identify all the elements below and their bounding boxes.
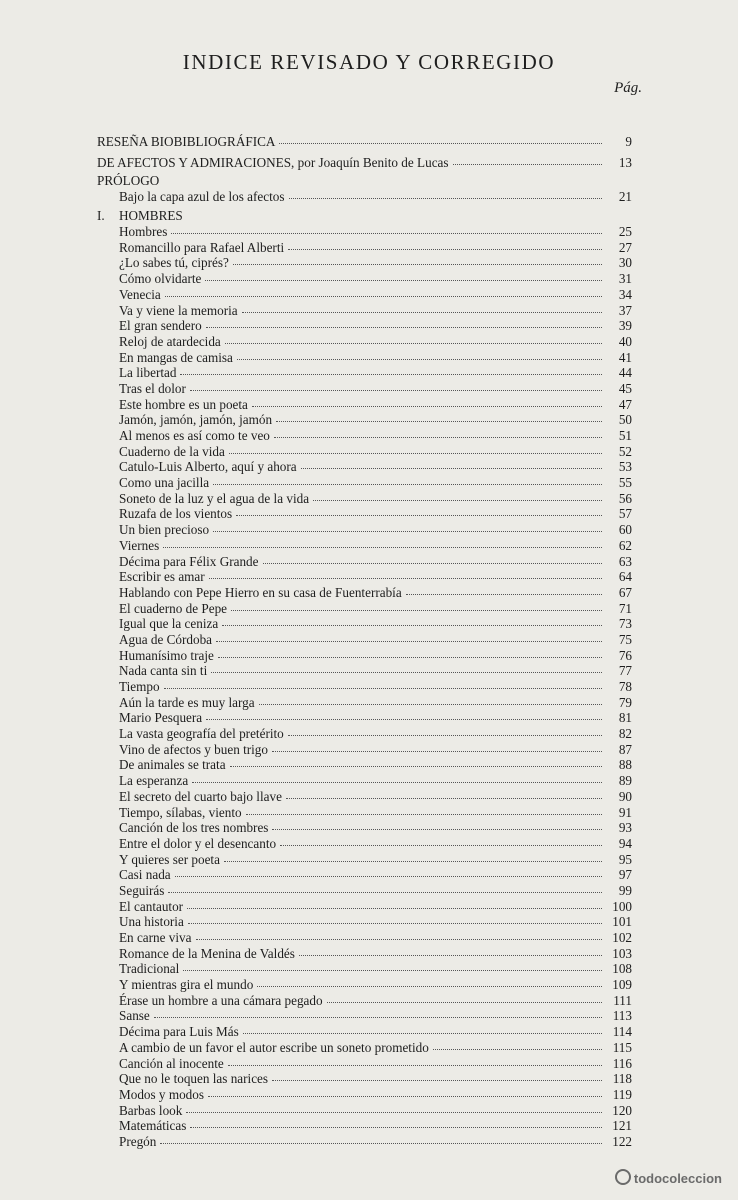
leader-dots: [196, 938, 603, 940]
toc-entry: [97, 365, 632, 381]
leader-dots: [213, 530, 602, 532]
toc-entry: [97, 789, 632, 805]
leader-dots: [206, 326, 602, 328]
toc-entry-title: Y mientras gira el mundo: [119, 977, 254, 993]
leader-dots: [242, 311, 602, 313]
leader-dots: [188, 922, 602, 924]
toc-entry: [97, 977, 632, 993]
leader-dots: [236, 514, 602, 516]
toc-entry-page: 82: [618, 726, 632, 742]
toc-entry-title: Igual que la ceniza: [119, 616, 219, 632]
toc-entry-title: Hablando con Pepe Hierro en su casa de Fuenterrabía: [119, 584, 402, 600]
toc-entry-page: 114: [612, 1024, 632, 1040]
leader-dots: [213, 483, 602, 485]
toc-entry-page: 99: [618, 882, 632, 898]
leader-dots: [272, 828, 602, 830]
toc-entry-title: Mario Pesquera: [119, 710, 203, 726]
toc-entry-title: Cómo olvidarte: [119, 271, 202, 287]
toc-entry-page: 120: [612, 1102, 632, 1118]
toc-entry-title: La esperanza: [119, 773, 189, 789]
toc-entry-title: Tiempo, sílabas, viento: [119, 804, 242, 820]
leader-dots: [206, 718, 602, 720]
page-column-label: Pág.: [614, 80, 642, 96]
leader-dots: [313, 499, 602, 501]
toc-entry-page: 90: [618, 788, 632, 804]
toc-entry: [97, 679, 632, 695]
toc-entry: [97, 961, 632, 977]
toc-entry-title: Nada canta sin ti: [119, 663, 208, 679]
toc-entry-title: Seguirás: [119, 882, 165, 898]
toc-entry-page: 78: [618, 679, 632, 694]
toc-entry-page: 71: [618, 600, 632, 616]
toc-entry-title: Reloj de atardecida: [119, 333, 221, 349]
toc-entry-title: Pregón: [119, 1133, 157, 1149]
toc-entry-page: 31: [618, 271, 632, 287]
toc-entry: [97, 616, 632, 632]
toc-entry-page: 108: [612, 961, 632, 977]
leader-dots: [252, 405, 602, 407]
toc-entry-page: 56: [618, 490, 632, 506]
toc-entry-title: Este hombre es un poeta: [119, 396, 248, 412]
table-of-contents: [97, 131, 632, 1150]
toc-entry-title: Cuaderno de la vida: [119, 443, 225, 459]
toc-entry-title: Vino de afectos y buen trigo: [119, 741, 268, 757]
leader-dots: [175, 875, 602, 877]
toc-entry: [97, 585, 632, 601]
toc-entry-title: RESEÑA BIOBIBLIOGRÁFICA: [97, 134, 276, 149]
toc-entry-page: 97: [618, 867, 632, 883]
toc-entry: [97, 397, 632, 413]
leader-dots: [218, 656, 602, 658]
toc-entry-title: Jamón, jamón, jamón, jamón: [119, 412, 273, 428]
toc-entry: [97, 538, 632, 554]
toc-entry: [97, 663, 632, 679]
toc-entry: [97, 131, 632, 152]
toc-entry-title: Romancillo para Rafael Alberti: [119, 239, 285, 255]
toc-entry-title: Hombres: [119, 224, 168, 240]
toc-entry-title: Bajo la capa azul de los afectos: [119, 188, 285, 204]
toc-entry: [97, 152, 632, 173]
toc-entry-title: Venecia: [119, 286, 161, 302]
toc-entry: [97, 805, 632, 821]
toc-entry: [97, 208, 632, 224]
toc-entry: [97, 1056, 632, 1072]
toc-entry-page: 34: [618, 286, 632, 302]
toc-entry: [97, 459, 632, 475]
leader-dots: [288, 734, 602, 736]
toc-entry-page: 62: [618, 537, 632, 553]
toc-entry-title: Viernes: [119, 537, 160, 553]
toc-entry: [97, 522, 632, 538]
watermark: [615, 1169, 722, 1186]
toc-entry-title: El secreto del cuarto bajo llave: [119, 788, 282, 804]
toc-entry: [97, 1103, 632, 1119]
toc-entry-page: 119: [612, 1086, 632, 1102]
toc-entry: [97, 1008, 632, 1024]
toc-entry-page: 53: [618, 459, 632, 475]
toc-entry: [97, 993, 632, 1009]
leader-dots: [259, 703, 602, 705]
toc-entry: [97, 173, 632, 189]
toc-entry: [97, 883, 632, 899]
toc-entry-page: 63: [618, 553, 632, 569]
toc-entry: [97, 271, 632, 287]
toc-entry: [97, 632, 632, 648]
toc-entry-page: 57: [618, 506, 632, 522]
toc-entry-title: Escribir es amar: [119, 569, 205, 585]
leader-dots: [222, 624, 602, 626]
toc-entry-title: Canción al inocente: [119, 1055, 224, 1071]
toc-entry: [97, 1087, 632, 1103]
leader-dots: [225, 342, 602, 344]
toc-entry-title: HOMBRES: [119, 208, 183, 224]
toc-entry: [97, 1071, 632, 1087]
toc-entry-title: Entre el dolor y el desencanto: [119, 835, 277, 851]
leader-dots: [168, 891, 602, 893]
leader-dots: [205, 279, 602, 281]
section-number: I.: [97, 208, 105, 224]
watermark-logo-icon: [615, 1169, 631, 1185]
toc-entry-page: 51: [618, 428, 632, 443]
leader-dots: [289, 197, 602, 199]
toc-entry: [97, 867, 632, 883]
toc-entry-page: 81: [618, 710, 632, 726]
leader-dots: [299, 954, 602, 956]
leader-dots: [263, 562, 602, 564]
toc-entry-page: 111: [613, 992, 632, 1008]
toc-entry-page: 101: [612, 914, 632, 930]
toc-entry: [97, 224, 632, 240]
toc-entry-title: El cantautor: [119, 898, 184, 914]
toc-entry: [97, 601, 632, 617]
toc-entry-title: El gran sendero: [119, 318, 202, 334]
toc-entry-page: 45: [618, 380, 632, 396]
leader-dots: [274, 436, 602, 438]
leader-dots: [453, 163, 602, 165]
toc-entry: [97, 899, 632, 915]
toc-entry: [97, 820, 632, 836]
toc-entry: [97, 350, 632, 366]
toc-entry-page: 103: [612, 945, 632, 961]
toc-entry-page: 50: [618, 412, 632, 428]
toc-entry: [97, 742, 632, 758]
leader-dots: [301, 467, 602, 469]
toc-entry: [97, 757, 632, 773]
leader-dots: [171, 232, 602, 234]
toc-entry: [97, 930, 632, 946]
toc-entry-page: 67: [618, 584, 632, 600]
toc-entry: [97, 189, 632, 205]
toc-entry-page: 21: [618, 188, 632, 204]
toc-entry-page: 102: [612, 930, 632, 945]
toc-entry-title: DE AFECTOS Y ADMIRACIONES, por Joaquín Benito de Lucas: [97, 155, 449, 170]
toc-entry-page: 113: [612, 1008, 632, 1024]
toc-entry-title: Décima para Félix Grande: [119, 553, 259, 569]
toc-entry-page: 9: [625, 134, 632, 149]
toc-entry: [97, 710, 632, 726]
toc-entry-page: 75: [618, 631, 632, 647]
toc-entry: [97, 412, 632, 428]
toc-entry-title: Y quieres ser poeta: [119, 851, 220, 867]
toc-entry: [97, 1024, 632, 1040]
leader-dots: [229, 452, 602, 454]
leader-dots: [211, 671, 602, 673]
toc-entry-title: Décima para Luis Más: [119, 1024, 239, 1040]
toc-entry: [97, 569, 632, 585]
toc-entry-title: Tradicional: [119, 961, 180, 977]
leader-dots: [279, 142, 602, 144]
toc-entry-page: 79: [618, 694, 632, 710]
leader-dots: [180, 373, 602, 375]
toc-entry-title: Aún la tarde es muy larga: [119, 694, 255, 710]
toc-entry: [97, 318, 632, 334]
leader-dots: [165, 295, 602, 297]
toc-entry: [97, 287, 632, 303]
toc-entry-title: Matemáticas: [119, 1118, 187, 1134]
toc-entry-page: 87: [618, 741, 632, 757]
leader-dots: [160, 1142, 602, 1144]
toc-entry-title: A cambio de un favor el autor escribe un soneto prometido: [119, 1039, 429, 1055]
toc-entry: [97, 240, 632, 256]
toc-entry-title: Canción de los tres nombres: [119, 820, 269, 836]
toc-entry-title: Un bien precioso: [119, 522, 210, 538]
toc-entry-page: 44: [618, 365, 632, 381]
leader-dots: [187, 907, 602, 909]
leader-dots: [163, 546, 602, 548]
toc-entry-title: Romance de la Menina de Valdés: [119, 945, 295, 961]
toc-entry-page: 55: [618, 475, 632, 491]
toc-entry: [97, 946, 632, 962]
toc-entry-title: En carne viva: [119, 930, 192, 945]
toc-entry: [97, 914, 632, 930]
toc-entry-page: 116: [612, 1055, 632, 1071]
leader-dots: [233, 263, 602, 265]
leader-dots: [190, 1126, 602, 1128]
toc-entry-title: La vasta geografía del pretérito: [119, 726, 284, 742]
leader-dots: [246, 813, 602, 815]
leader-dots: [224, 860, 602, 862]
toc-entry-page: 121: [612, 1118, 632, 1134]
toc-entry: [97, 773, 632, 789]
toc-entry-title: Como una jacilla: [119, 475, 210, 491]
leader-dots: [406, 593, 602, 595]
toc-entry-title: La libertad: [119, 365, 177, 381]
toc-entry: [97, 334, 632, 350]
leader-dots: [208, 1095, 602, 1097]
leader-dots: [209, 577, 602, 579]
toc-entry: [97, 303, 632, 319]
page-title: INDICE REVISADO Y CORREGIDO: [182, 50, 556, 74]
toc-entry-title: Una historia: [119, 914, 184, 930]
toc-entry: [97, 475, 632, 491]
toc-entry-page: 93: [618, 820, 632, 836]
toc-entry: [97, 428, 632, 444]
leader-dots: [183, 969, 602, 971]
toc-entry-page: 109: [612, 977, 632, 993]
toc-entry: [97, 1040, 632, 1056]
toc-entry: [97, 726, 632, 742]
toc-entry-page: 37: [618, 302, 632, 318]
toc-entry-page: 115: [612, 1039, 632, 1055]
toc-entry: [97, 554, 632, 570]
leader-dots: [286, 797, 602, 799]
toc-entry-page: 100: [612, 898, 632, 914]
toc-entry-title: De animales se trata: [119, 757, 226, 773]
toc-entry-page: 41: [618, 349, 632, 365]
toc-entry: [97, 1118, 632, 1134]
toc-entry-page: 13: [618, 155, 632, 170]
toc-entry-page: 39: [618, 318, 632, 334]
toc-entry-title: Va y viene la memoria: [119, 302, 238, 318]
toc-entry-title: Que no le toquen las narices: [119, 1071, 269, 1087]
leader-dots: [276, 420, 602, 422]
toc-entry-page: 60: [618, 522, 632, 538]
toc-entry-page: 73: [618, 616, 632, 632]
toc-entry-title: Ruzafa de los vientos: [119, 506, 233, 522]
leader-dots: [280, 844, 602, 846]
toc-entry: [97, 1134, 632, 1150]
toc-entry-title: Tras el dolor: [119, 380, 186, 396]
toc-entry: [97, 491, 632, 507]
toc-entry-page: 77: [618, 663, 632, 679]
toc-entry-title: Casi nada: [119, 867, 171, 883]
toc-entry: [97, 695, 632, 711]
toc-entry-title: PRÓLOGO: [97, 173, 160, 188]
leader-dots: [272, 750, 602, 752]
leader-dots: [243, 1032, 602, 1034]
leader-dots: [433, 1048, 602, 1050]
toc-entry-title: Sanse: [119, 1008, 150, 1024]
toc-entry: [97, 381, 632, 397]
toc-entry-title: El cuaderno de Pepe: [119, 600, 228, 616]
toc-entry-page: 30: [618, 255, 632, 271]
toc-entry-page: 122: [612, 1133, 632, 1149]
toc-entry-page: 25: [618, 224, 632, 240]
leader-dots: [231, 609, 602, 611]
toc-entry: [97, 852, 632, 868]
toc-entry-title: Agua de Córdoba: [119, 631, 213, 647]
toc-entry-title: ¿Lo sabes tú, ciprés?: [119, 255, 229, 271]
toc-entry-page: 76: [618, 647, 632, 663]
toc-entry-page: 95: [618, 851, 632, 867]
leader-dots: [288, 248, 602, 250]
toc-entry-title: Barbas look: [119, 1102, 183, 1118]
leader-dots: [327, 1001, 602, 1003]
toc-entry-title: Al menos es así como te veo: [119, 428, 270, 443]
toc-entry-page: 64: [618, 569, 632, 585]
toc-entry-title: Soneto de la luz y el agua de la vida: [119, 490, 310, 506]
toc-entry-page: 40: [618, 333, 632, 349]
leader-dots: [154, 1016, 602, 1018]
watermark-text: todocoleccion: [633, 1171, 722, 1186]
toc-entry-title: Modos y modos: [119, 1086, 204, 1102]
toc-entry-page: 47: [618, 396, 632, 412]
leader-dots: [192, 781, 602, 783]
leader-dots: [164, 687, 602, 689]
toc-entry-title: En mangas de camisa: [119, 349, 233, 365]
leader-dots: [257, 985, 602, 987]
toc-entry-title: Humanísimo traje: [119, 647, 214, 663]
leader-dots: [237, 358, 602, 360]
toc-entry-page: 91: [618, 804, 632, 820]
leader-dots: [186, 1111, 602, 1113]
toc-entry: [97, 506, 632, 522]
leader-dots: [272, 1079, 602, 1081]
toc-entry-title: Érase un hombre a una cámara pegado: [119, 992, 323, 1008]
toc-entry: [97, 836, 632, 852]
toc-entry-page: 52: [618, 443, 632, 459]
leader-dots: [228, 1064, 602, 1066]
toc-entry: [97, 648, 632, 664]
toc-entry-title: Catulo-Luis Alberto, aquí y ahora: [119, 459, 297, 475]
toc-entry: [97, 255, 632, 271]
toc-entry-page: 89: [618, 773, 632, 789]
toc-entry-page: 88: [618, 757, 632, 773]
leader-dots: [230, 765, 602, 767]
toc-entry-page: 27: [618, 239, 632, 255]
leader-dots: [190, 389, 602, 391]
toc-entry: [97, 444, 632, 460]
leader-dots: [216, 640, 602, 642]
toc-entry-page: 94: [618, 835, 632, 851]
toc-entry-title: Tiempo: [119, 679, 160, 694]
toc-entry-page: 118: [612, 1071, 632, 1087]
